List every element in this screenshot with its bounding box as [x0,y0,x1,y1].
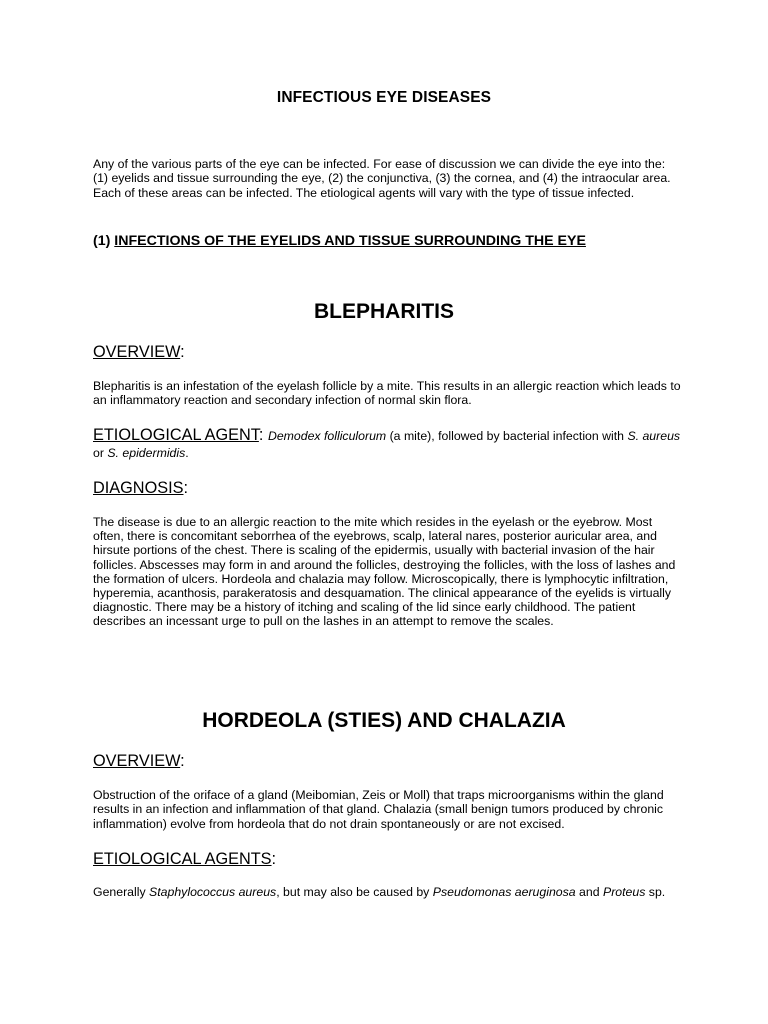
agent-organism: Demodex folliculorum [267,429,387,443]
agent-text-1: (a mite), followed by bacterial infection with [386,429,628,443]
diagnosis-label: DIAGNOSIS [93,479,184,497]
overview-label: OVERVIEW [93,752,181,770]
hordeola-agents-text [93,885,683,899]
agents-organism-1: Staphylococcus aureus [149,885,277,899]
document-title: INFECTIOUS EYE DISEASES [276,89,492,106]
agent-organism-2: S. aureus [627,429,681,443]
agents-colon: : [271,850,277,868]
agents-organism-3: Proteus [603,885,646,899]
section-heading [93,233,586,249]
agents-organism-2: Pseudomonas aeruginosa [432,885,576,899]
blepharitis-overview-heading [93,343,185,362]
hordeola-overview-heading [93,752,185,771]
section-number: (1) [93,233,115,249]
overview-colon: : [180,752,185,770]
agents-text-3: and [575,885,603,899]
hordeola-title: HORDEOLA (STIES) AND CHALAZIA [202,709,566,732]
agents-text-1: Generally [93,885,150,899]
blepharitis-title: BLEPHARITIS [313,300,454,323]
agents-text-4: sp. [645,885,666,899]
hordeola-overview-text: Obstruction of the oriface of a gland (Meibomian, Zeis or Moll) that traps microorganisms within the gland results in an infection and inflammation of that gland. Chalazia (small benign tumors produced by chronic inflammation) evolve from hordeola that do not drain spontaneously or are not excised. [93,788,664,831]
blepharitis-diagnosis-text: The disease is due to an allergic reaction to the mite which resides in the eyelash or the eyebrow. Most often, there is concomitant seborrhea of the eyebrows, scalp, lateral nares, posterior auricular area, and hirsute portions of the chest. There is scaling of the epidermis, usually with bacterial invasion of the hair follicles. Abscesses may form in and around the follicles, destroying the follicles, with the loss of lashes and the formation of ulcers. Hordeola and chalazia may follow. Microscopically, there is lymphocytic infiltration, hyperemia, acanthosis, parakeratosis and desquamation. The clinical appearance of the eyelids is virtually diagnostic. There may be a history of itching and scaling of the lid since early childhood. The patient describes an incessant urge to pull on the lashes in an attempt to remove the scales. [93,515,676,629]
agent-text-3: . [185,446,189,460]
hordeola-agents-heading [93,850,276,869]
agent-colon: : [258,426,268,444]
blepharitis-overview-text: Blepharitis is an infestation of the eyelash follicle by a mite. This results in an allergic reaction which leads to an inflammatory reaction and secondary infection of normal skin flora. [93,379,681,408]
agents-label: ETIOLOGICAL AGENTS [93,850,272,868]
overview-colon: : [180,343,185,361]
diagnosis-colon: : [183,479,189,497]
agent-label: ETIOLOGICAL AGENT [93,426,259,444]
overview-label: OVERVIEW [93,343,181,361]
blepharitis-agent-paragraph [93,427,683,462]
agents-text-2: , but may also be caused by [276,885,433,899]
agent-organism-3: S. epidermidis [107,446,186,460]
intro-paragraph: Any of the various parts of the eye can be infected. For ease of discussion we can divide the eye into the: (1) eyelids and tissue surrounding the eye, (2) the conjunctiva, (3) the cornea, and (4) the intraocular area. Each of these areas can be infected. The etiological agents will vary with the type of tissue infected. [93,157,671,200]
agent-text-2: or [93,446,108,460]
section-title: INFECTIONS OF THE EYELIDS AND TISSUE SURROUNDING THE EYE [114,233,586,249]
blepharitis-diagnosis-heading [93,479,188,498]
